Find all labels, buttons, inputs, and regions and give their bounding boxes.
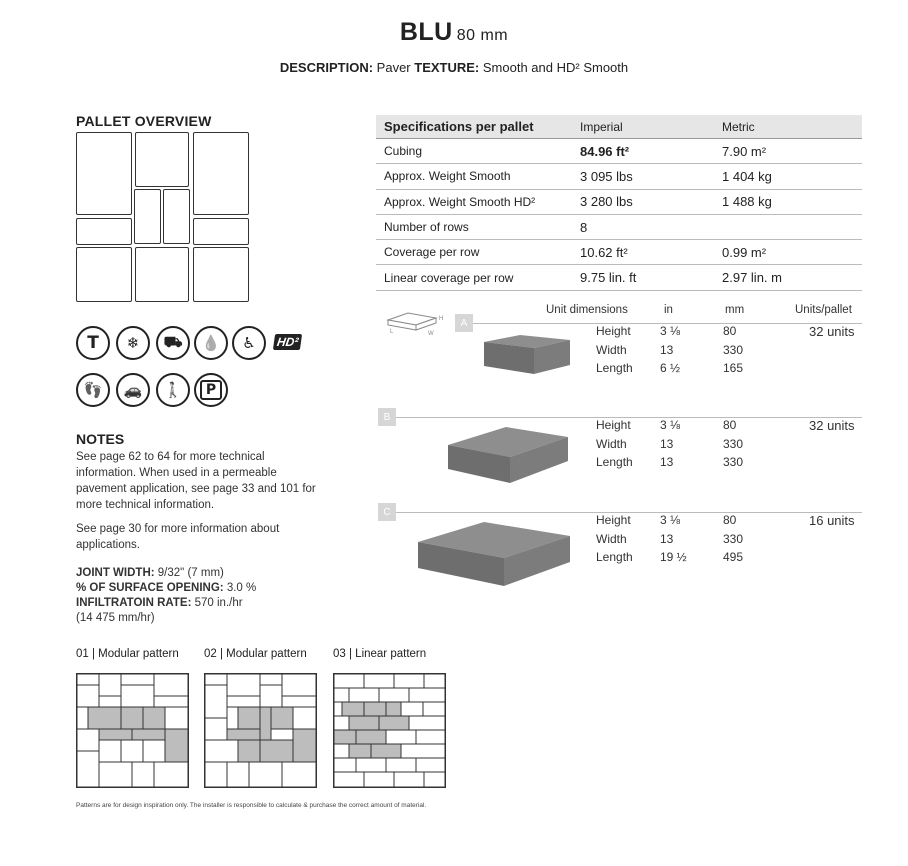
water-drop-icon-glyph: 💧 [201,334,221,352]
unit-dim-cell: 3 ⅛ [660,513,681,527]
unit-dim-cell: 495 [723,550,744,564]
unit-dim-cell: 80 [723,418,737,432]
surface-opening-value: 3.0 % [226,582,257,594]
parking-icon-glyph: P [200,380,222,400]
notes-paragraph-1: See page 62 to 64 for more technical information. When used in a permeable pavement application, see page 33 and 101 for more technical information. [76,451,316,511]
infiltration-metric: (14 475 mm/hr) [76,612,155,624]
spec-row [376,139,862,164]
footsteps-icon-glyph: 👣 [83,381,103,399]
spec-cell: 10.62 ft² [580,244,628,260]
spec-cell: Number of rows [384,220,469,235]
joint-info [76,566,316,626]
pallet-paver [135,132,189,187]
spec-cell: 84.96 ft² [580,143,630,159]
units-per-pallet: 32 units [809,418,855,433]
unit-dims-header-mm: mm [725,304,745,316]
description-label: DESCRIPTION: [279,60,374,75]
unit-dim-cell: 3 ⅛ [660,324,681,338]
unit-dims-header-in: in [664,304,673,316]
spec-header-row [376,115,862,139]
pattern-label-3: 03 | Linear pattern [333,648,427,660]
spec-cell: Linear coverage per row [384,270,514,285]
unit-dim-cell: 13 [660,455,674,469]
accessibility-icon [232,326,266,360]
unit-dim-cell: 330 [723,531,744,546]
unit-dim-cell: 80 [723,324,737,338]
unit-label-b: B [378,408,396,426]
unit-label-c: C [378,503,396,521]
snowflake-icon-glyph: ❄ [126,334,140,352]
traffic-t-icon [76,326,110,360]
dim-label-l: L [390,329,394,335]
unit-dim-cell: 13 [660,342,674,357]
spec-cell: 0.99 m² [722,244,767,260]
units-per-pallet: 32 units [809,324,855,339]
unit-dims-header-units: Units/pallet [795,304,852,316]
accessibility-icon-glyph: ♿ [242,334,256,352]
pallet-overview-heading: PALLET OVERVIEW [76,113,212,129]
texture-label: TEXTURE: [414,60,480,75]
pattern-label-2: 02 | Modular pattern [204,648,307,660]
spec-cell: 1 404 kg [722,168,772,184]
linear-pattern [333,673,446,788]
unit-dim-cell: 13 [660,436,674,451]
unit-dim-cell: 80 [723,513,737,527]
spec-cell: Coverage per row [384,245,480,260]
modular-pattern-1 [76,673,189,788]
paver-dimension-icon [386,310,446,345]
spec-cell: 9.75 lin. ft [580,270,637,286]
pallet-overview-diagram [76,132,249,302]
snowflake-icon [116,326,150,360]
pedestrian-icon-glyph: 🚶 [163,381,183,399]
description-value: Paver [376,60,411,75]
dim-label-h: H [439,316,444,322]
unit-dim-cell: 165 [723,361,744,375]
infiltration-label: INFILTRATOIN RATE: [76,597,192,609]
spec-cell: Cubing [384,144,423,159]
unit-dim-cell: Height [596,324,631,338]
unit-dim-cell: Length [596,455,633,469]
unit-dim-cell: 330 [723,436,744,451]
spec-header: Specifications per pallet [384,119,534,134]
product-title [0,18,908,47]
spec-row [376,215,862,240]
spec-row [376,190,862,215]
paver-b-image [444,425,572,485]
footnote: Patterns are for design inspiration only. The installer is responsible to calculate & purchase the correct amount of material. [76,802,427,809]
pallet-paver [163,189,190,244]
traffic-t-icon-glyph: T [87,333,99,353]
pallet-paver [76,132,132,215]
texture-value: Smooth and HD² Smooth [482,60,629,75]
pallet-paver [193,132,249,215]
unit-dim-cell: Width [596,342,627,357]
unit-dim-cell: Length [596,361,633,375]
unit-dim-cell: Height [596,513,631,527]
pallet-paver [193,218,249,245]
spec-cell: Approx. Weight Smooth [384,169,511,184]
unit-dim-cell: Width [596,436,627,451]
snow-plow-icon [156,326,190,360]
spec-cell: 7.90 m² [722,143,767,159]
unit-dim-cell: Length [596,550,633,564]
water-drop-icon [194,326,228,360]
product-name: BLU [399,18,453,46]
modular-pattern-2 [204,673,317,788]
paver-c-image [414,520,574,588]
paver-a-image [478,334,574,376]
car-icon [116,373,150,407]
pallet-paver [76,247,132,302]
pattern-label-1: 01 | Modular pattern [76,648,179,660]
spec-cell: 3 095 lbs [580,168,633,184]
joint-width-value: 9/32" (7 mm) [157,567,224,579]
spec-cell: 2.97 lin. m [722,270,782,286]
unit-dim-cell: 19 ½ [660,550,687,564]
product-size: 80 mm [456,27,509,44]
unit-dim-cell: 330 [723,455,744,469]
spec-header-imperial: Imperial [580,119,623,134]
spec-row [376,164,862,189]
unit-dim-cell: 6 ½ [660,361,681,375]
spec-cell: 1 488 kg [722,194,772,210]
unit-dim-cell: 3 ⅛ [660,418,681,432]
unit-dims-header: Unit dimensions [546,304,628,316]
pallet-paver [135,247,189,302]
dim-label-w: W [428,331,434,337]
footsteps-icon [76,373,110,407]
pallet-paver [76,218,132,245]
spec-cell: 8 [580,219,588,235]
spec-cell: Approx. Weight Smooth HD² [384,194,536,209]
specifications-table [376,115,862,291]
description-line [0,60,908,75]
joint-width-label: JOINT WIDTH: [76,567,155,579]
unit-dim-cell: Width [596,531,627,546]
spec-row [376,265,862,290]
spec-cell: 3 280 lbs [580,194,633,210]
hd2-badge: HD² [273,334,303,350]
parking-icon [194,373,228,407]
units-per-pallet: 16 units [809,513,855,528]
spec-row [376,240,862,265]
pedestrian-icon [156,373,190,407]
unit-dim-cell: 13 [660,531,674,546]
infiltration-value: 570 in./hr [194,597,243,609]
unit-dim-cell: 330 [723,342,744,357]
pallet-paver [134,189,161,244]
car-icon-glyph: 🚗 [123,381,143,399]
surface-opening-label: % OF SURFACE OPENING: [76,582,224,594]
notes-paragraph-2: See page 30 for more information about applications. [76,523,280,551]
unit-dim-cell: Height [596,418,631,432]
snow-plow-icon-glyph: ⛟ [163,333,183,351]
pallet-paver [193,247,249,302]
notes-heading: NOTES [76,431,125,447]
unit-label-a: A [455,314,473,332]
spec-header-metric: Metric [722,119,755,134]
